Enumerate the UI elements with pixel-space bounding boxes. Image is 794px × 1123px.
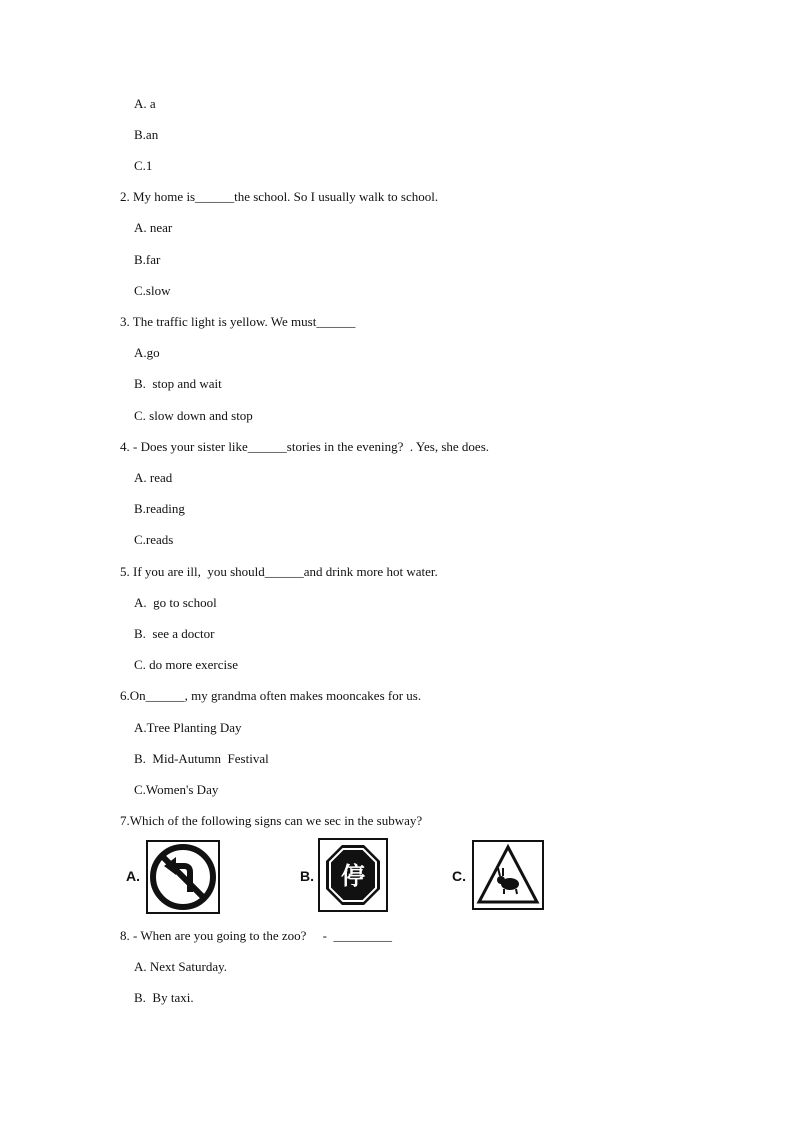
question-5: 5. If you are ill, you should______and drink more hot water. xyxy=(120,564,438,579)
sign-a-label: A. xyxy=(126,868,140,884)
option-2a: A. near xyxy=(134,220,173,235)
option-6c: C.Women's Day xyxy=(134,782,219,797)
option-3b: B. stop and wait xyxy=(134,376,222,391)
sign-c-label: C. xyxy=(452,868,466,884)
no-left-turn-sign-icon xyxy=(148,842,218,912)
question-2: 2. My home is______the school. So I usually walk to school. xyxy=(120,189,439,204)
option-6b: B. Mid-Autumn Festival xyxy=(134,751,269,766)
option-5b: B. see a doctor xyxy=(134,626,215,641)
option-1a: A. a xyxy=(134,96,156,111)
option-4a: A. read xyxy=(134,470,173,485)
question-3: 3. The traffic light is yellow. We must______ xyxy=(120,314,356,329)
sign-b-glyph: 停 xyxy=(341,862,365,890)
option-8a: A. Next Saturday. xyxy=(134,959,228,974)
option-8b: B. By taxi. xyxy=(134,990,194,1005)
animal-warning-triangle-sign-icon xyxy=(474,842,542,908)
stop-octagon-sign-icon xyxy=(320,840,386,910)
option-2c: C.slow xyxy=(134,283,171,298)
sign-a-box xyxy=(146,840,220,914)
option-3a: A.go xyxy=(134,345,160,360)
option-5c: C. do more exercise xyxy=(134,657,238,672)
option-3c: C. slow down and stop xyxy=(134,408,253,423)
option-5a: A. go to school xyxy=(134,595,217,610)
question-8: 8. - When are you going to the zoo? - _________ xyxy=(120,928,392,943)
option-2b: B.far xyxy=(134,252,161,267)
option-4b: B.reading xyxy=(134,501,185,516)
option-1c: C.1 xyxy=(134,158,153,173)
option-6a: A.Tree Planting Day xyxy=(134,720,242,735)
sign-b-label: B. xyxy=(300,868,314,884)
question-4: 4. - Does your sister like______stories in the evening? . Yes, she does. xyxy=(120,439,490,454)
sign-options xyxy=(126,838,556,916)
question-6: 6.On______, my grandma often makes mooncakes for us. xyxy=(120,688,422,703)
sign-b-box xyxy=(318,838,388,912)
question-7: 7.Which of the following signs can we sec in the subway? xyxy=(120,813,423,828)
sign-c-box xyxy=(472,840,544,910)
option-4c: C.reads xyxy=(134,532,174,547)
option-1b: B.an xyxy=(134,127,159,142)
